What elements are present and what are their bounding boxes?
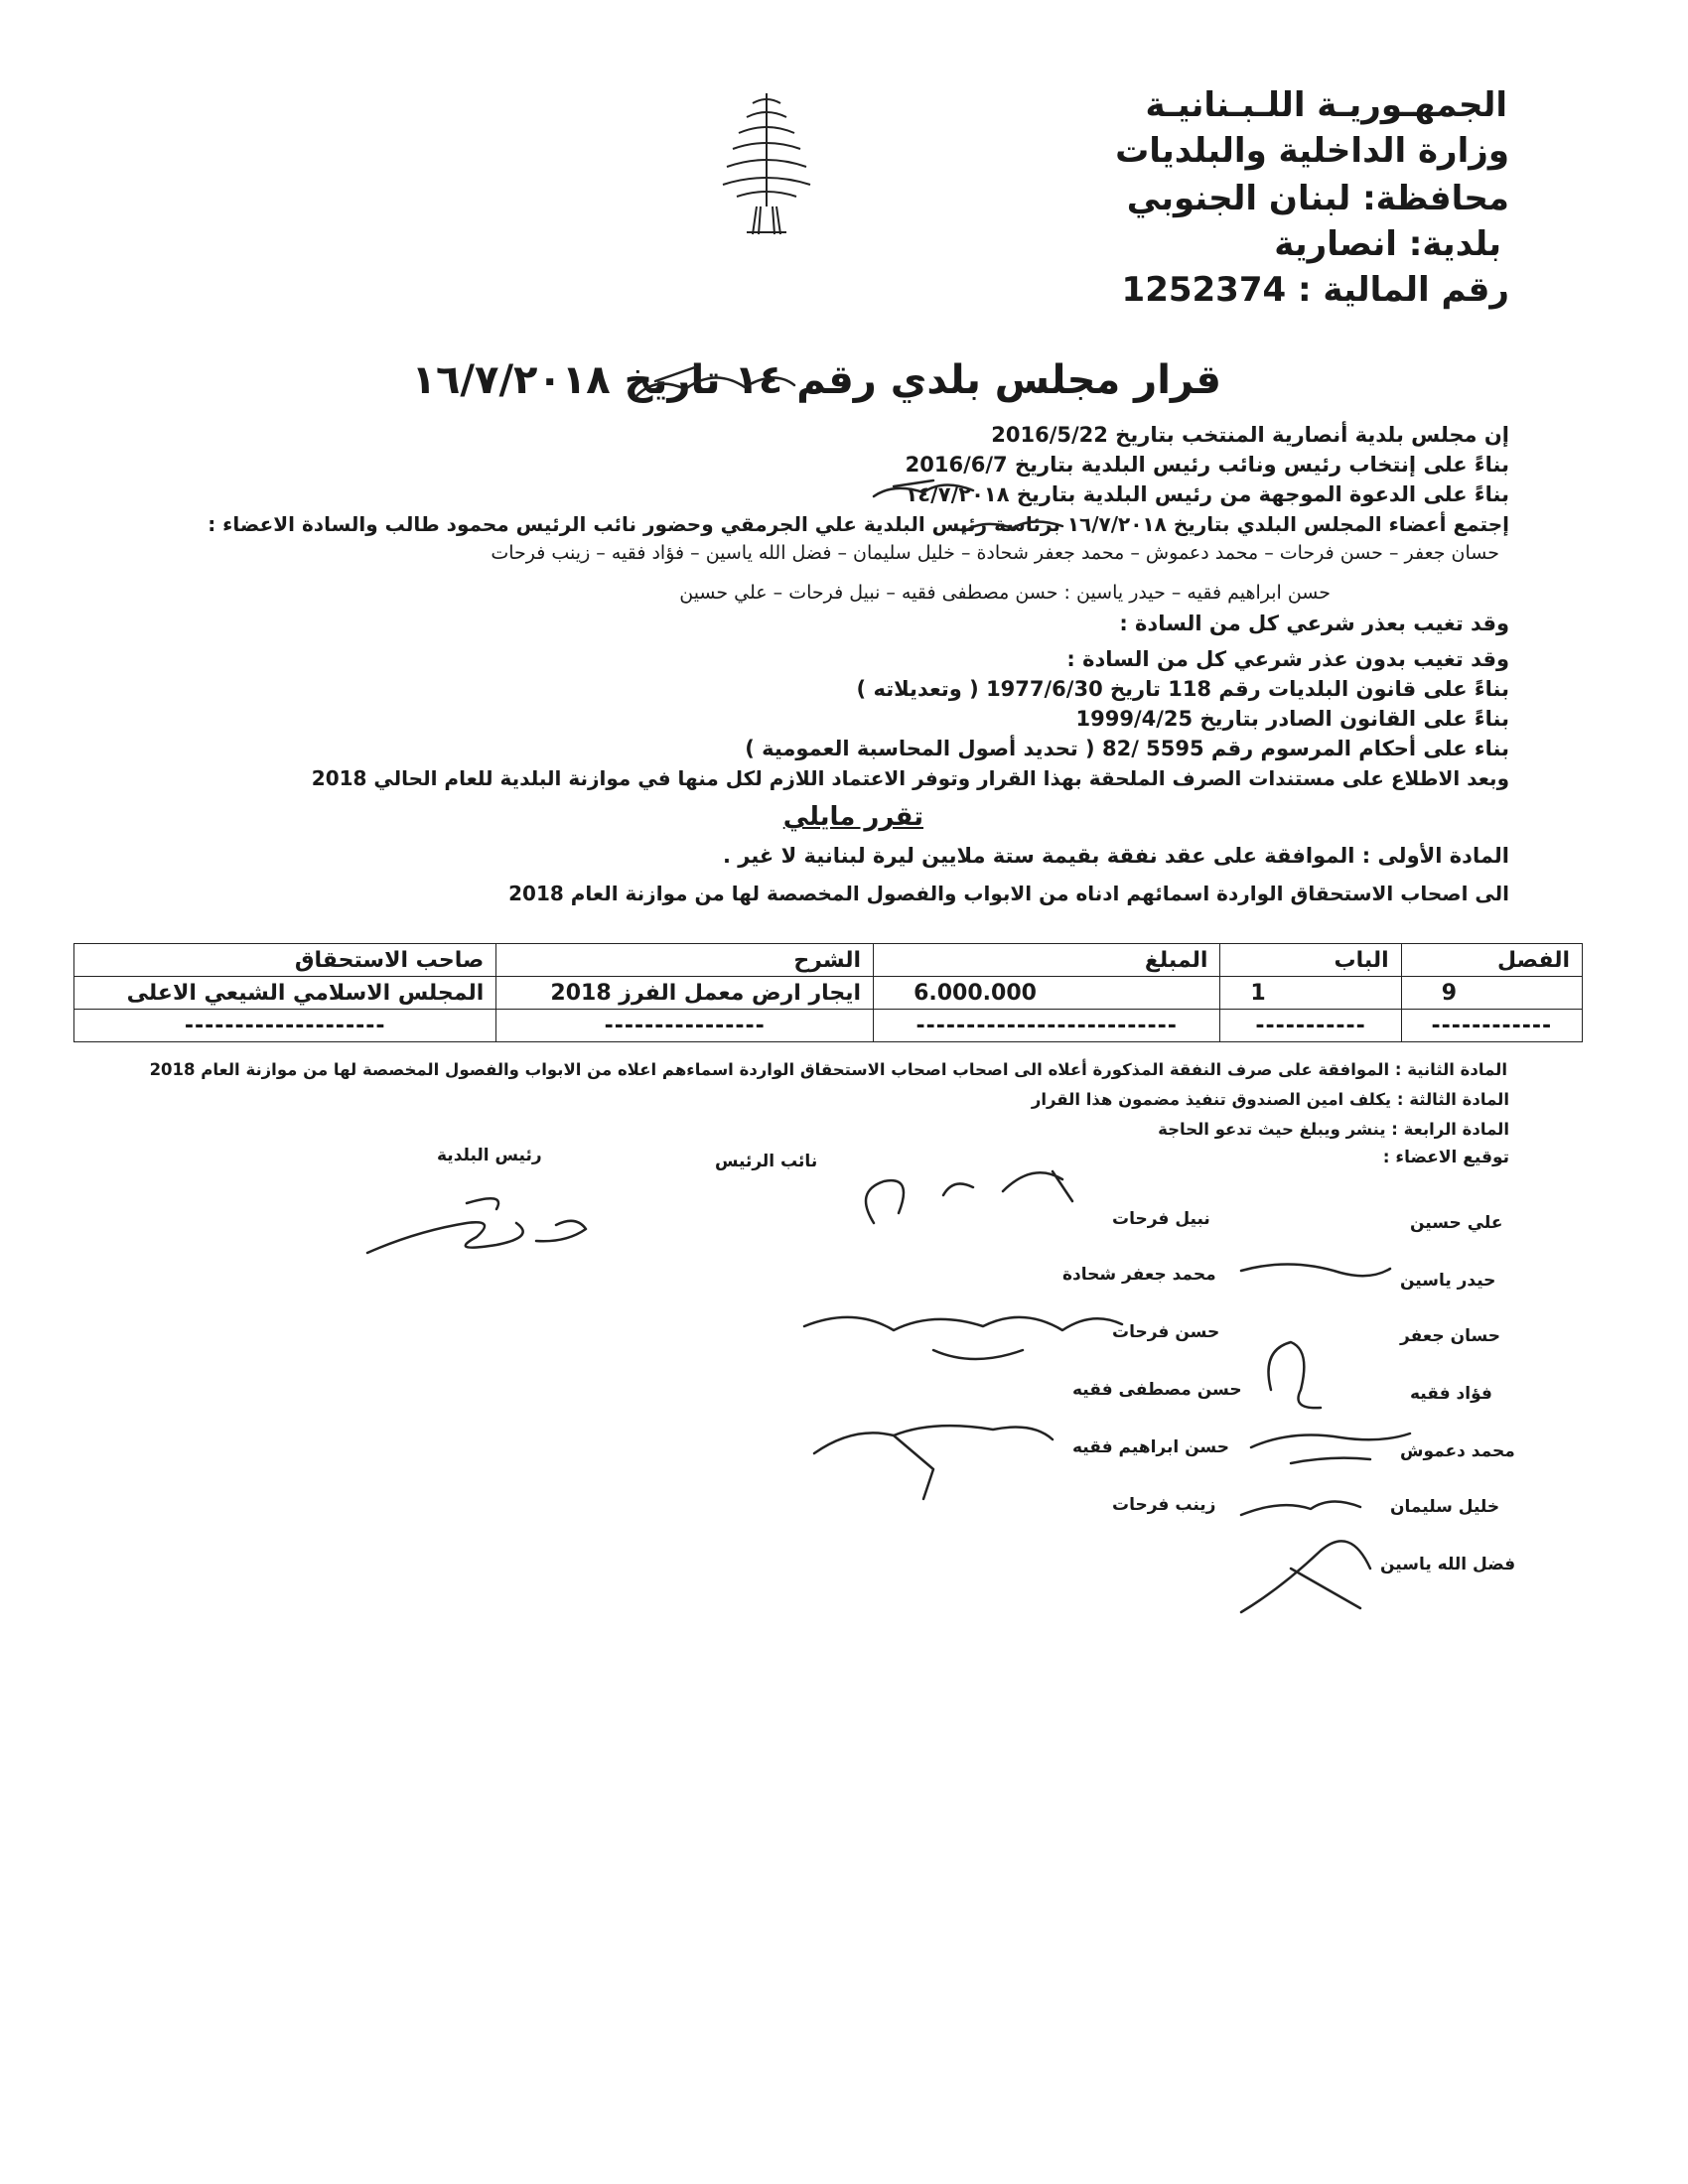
republic-label: الجمهـوريـة اللـبـنانيـة (1145, 85, 1507, 125)
article-2: المادة الثانية : الموافقة على صرف النفقة المذكورة أعلاه الى اصحاب اصحاب الاستحقاق الواردة اسماءهم اعلاه من الابواب والفصول المخصصة لها من موازنة العام 2018 (149, 1060, 1507, 1079)
article-1-continued: الى اصحاب الاستحقاق الواردة اسمائهم ادناه من الابواب والفصول المخصصة لها من موازنة العام 2018 (508, 882, 1509, 905)
intro-line-4: إجتمع أعضاء المجلس البلدي بتاريخ ١٦/٧/٢٠١٨ برئاسة رئيس البلدية علي الجرمقي وحضور نائب الرئيس محمود طالب والسادة الاعضاء : (208, 512, 1509, 536)
signatory-hassan-jaafar: حسان جعفر (1400, 1326, 1501, 1346)
president-title: رئيس البلدية (437, 1146, 542, 1165)
signatory-mohammad-damoush: محمد دعموش (1400, 1441, 1515, 1461)
intro-line-3: بناءً على الدعوة الموجهة من رئيس البلدية بتاريخ ١٤/٧/٢٠١٨ (905, 482, 1509, 506)
members-signature-heading: توقيع الاعضاء : (1382, 1148, 1509, 1167)
header-amount: المبلغ (874, 944, 1220, 977)
article-3: المادة الثالثة : يكلف امين الصندوق تنفيذ مضمون هذا القرار (1031, 1090, 1509, 1109)
header-section: الباب (1220, 944, 1401, 977)
signatory-khalil-suleiman: خليل سليمان (1390, 1497, 1500, 1517)
header-chapter: الفصل (1401, 944, 1582, 977)
cell-dash: -------------------- (74, 1010, 496, 1042)
cell-dash: -------------------------- (874, 1010, 1220, 1042)
cell-amount: 6.000.000 (874, 977, 1220, 1010)
intro-line-1: إن مجلس بلدية أنصارية المنتخب بتاريخ 2016/5/22 (991, 423, 1509, 447)
signatory-mohammad-shehadeh: محمد جعفر شحادة (1062, 1265, 1216, 1285)
signatory-nabil-farhat: نبيل فرحات (1112, 1209, 1210, 1229)
law-line-1: بناءً على قانون البلديات رقم 118 تاريخ 1977/6/30 ( وتعديلاته ) (856, 677, 1509, 701)
decision-title: قرار مجلس بلدي رقم ١٤ تاريخ ١٦/٧/٢٠١٨ (411, 357, 1221, 403)
law-line-2: بناءً على القانون الصادر بتاريخ 1999/4/25 (1075, 707, 1509, 731)
signatory-fadlallah-yassin: فضل الله ياسين (1380, 1555, 1516, 1574)
cell-dash: ------------ (1401, 1010, 1582, 1042)
fin-number-label: رقم المالية : 1252374 (1121, 270, 1509, 310)
signatory-ali-hussein: علي حسين (1410, 1213, 1503, 1233)
absent-unexcused-line: وقد تغيب بدون عذر شرعي كل من السادة : (1066, 647, 1509, 671)
absent-excused-line: وقد تغيب بعذر شرعي كل من السادة : (1119, 612, 1509, 635)
vice-president-title: نائب الرئيس (715, 1152, 818, 1171)
signatory-hassan-farhat: حسن فرحات (1112, 1322, 1220, 1342)
governorate-label: محافظة: لبنان الجنوبي (1126, 179, 1509, 218)
municipality-label: بلدية: انصارية (1274, 224, 1501, 264)
signatory-fouad-faqih: فؤاد فقيه (1410, 1384, 1492, 1404)
signatory-zeinab-farhat: زينب فرحات (1112, 1495, 1216, 1515)
members-line-1: حسان جعفر – حسن فرحات – محمد دعموش – محمد جعفر شحادة – خليل سليمان – فضل الله ياسين – فؤاد فقيه – زينب فرحات (491, 542, 1499, 564)
signatory-haidar-yassin: حيدر ياسين (1400, 1271, 1496, 1291)
cell-chapter: 9 (1401, 977, 1582, 1010)
cell-dash: ----------- (1220, 1010, 1401, 1042)
intro-line-2: بناءً على إنتخاب رئيس ونائب رئيس البلدية بتاريخ 2016/6/7 (905, 453, 1509, 477)
article-4: المادة الرابعة : ينشر ويبلغ حيث تدعو الحاجة (1158, 1120, 1509, 1139)
signatory-hassan-ibrahim-faqih: حسن ابراهيم فقيه (1072, 1437, 1229, 1457)
cell-dash: ---------------- (496, 1010, 874, 1042)
ministry-label: وزارة الداخلية والبلديات (1115, 131, 1509, 171)
law-line-3: بناء على أحكام المرسوم رقم 5595 /82 ( تحديد أصول المحاسبة العمومية ) (745, 737, 1509, 760)
cell-description: ايجار ارض معمل الفرز 2018 (496, 977, 874, 1010)
law-line-4: وبعد الاطلاع على مستندات الصرف الملحقة بهذا القرار وتوفر الاعتماد اللازم لكل منها في موازنة البلدية للعام الحالي 2018 (311, 766, 1509, 790)
cell-beneficiary: المجلس الاسلامي الشيعي الاعلى (74, 977, 496, 1010)
members-line-2: حسن ابراهيم فقيه – حيدر ياسين : حسن مصطفى فقيه – نبيل فرحات – علي حسين (679, 582, 1331, 604)
header-description: الشرح (496, 944, 874, 977)
cell-section: 1 (1220, 977, 1401, 1010)
header-beneficiary: صاحب الاستحقاق (74, 944, 496, 977)
signatory-hassan-mustafa-faqih: حسن مصطفى فقيه (1072, 1380, 1242, 1400)
decide-heading: تقرر مايلي (782, 802, 923, 832)
article-1: المادة الأولى : الموافقة على عقد نفقة بقيمة ستة ملايين ليرة لبنانية لا غير . (723, 844, 1509, 868)
